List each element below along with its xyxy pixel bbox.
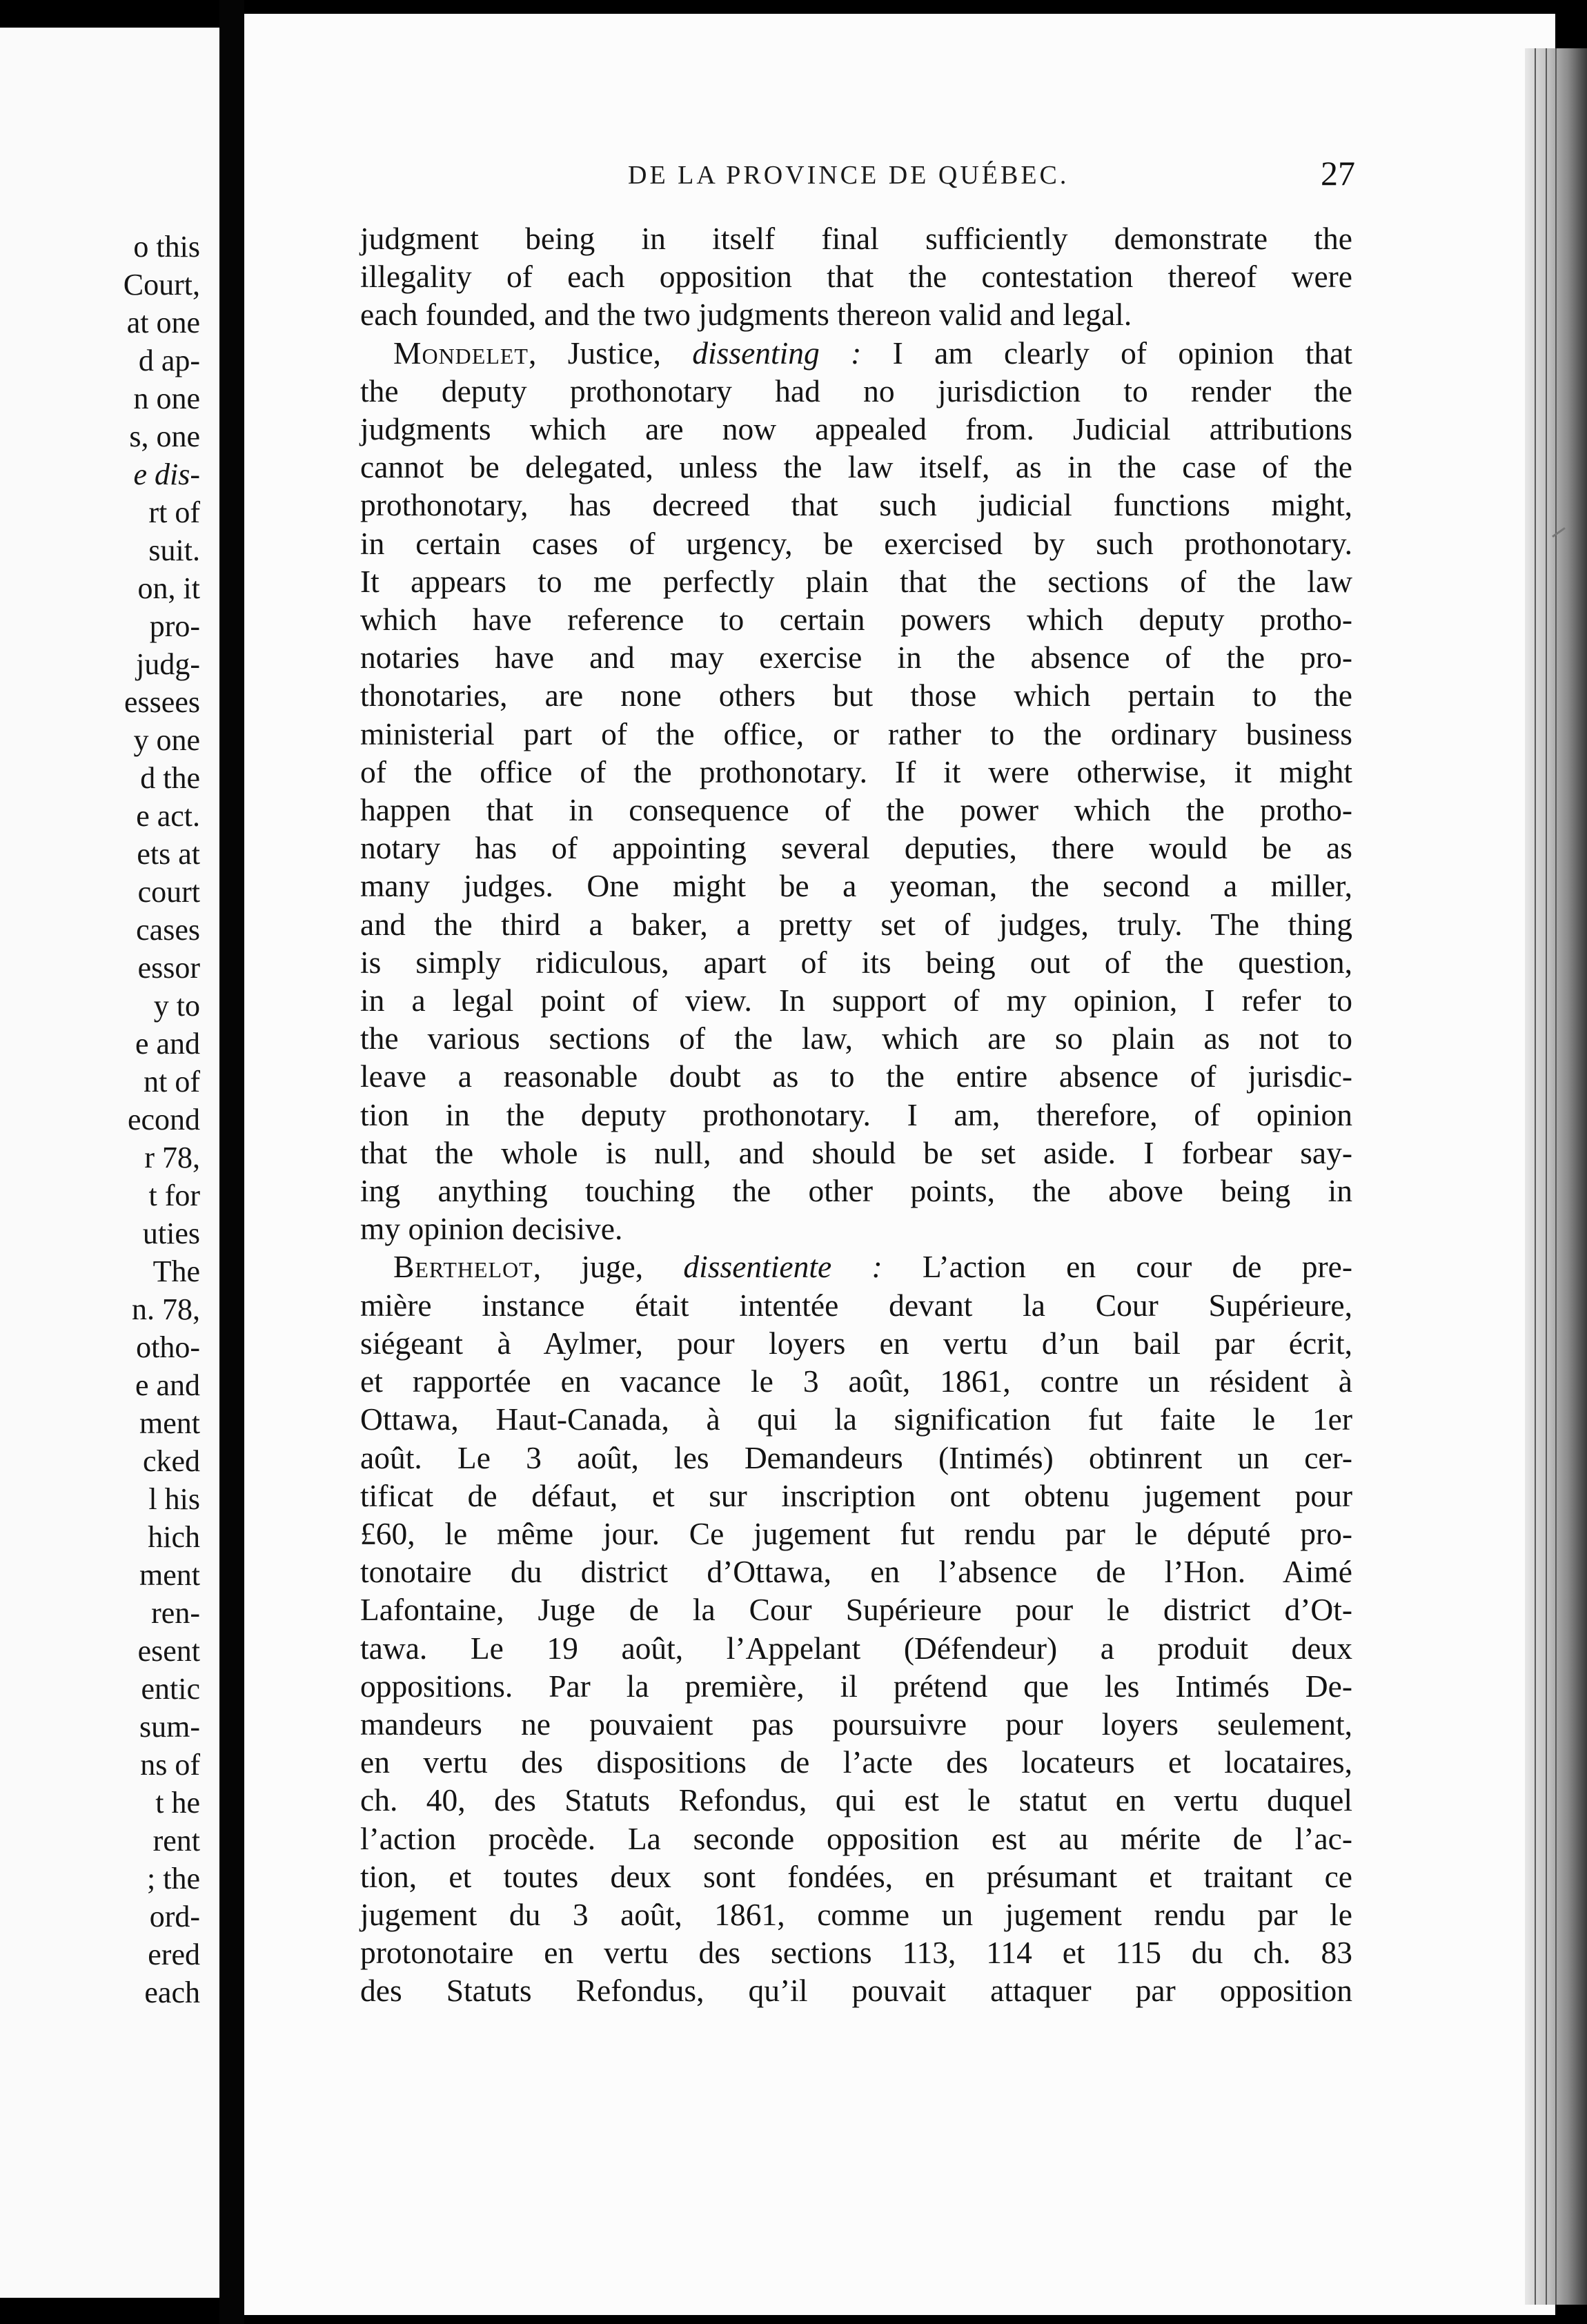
facing-page-line: ns of: [140, 1748, 200, 1782]
text-line: tawa. Le 19 août, l’Appelant (Défendeur) a produit deux: [360, 1630, 1352, 1666]
facing-page-line: econd: [127, 1103, 200, 1136]
page-edges: [1525, 48, 1587, 2305]
speaker-name: Berthelot: [393, 1249, 533, 1285]
paragraph-berthelot: [360, 1248, 1352, 2009]
text-line: Ottawa, Haut-Canada, à qui la signification fut faite le 1er: [360, 1401, 1352, 1437]
facing-page-line: entic: [141, 1672, 200, 1706]
text-line: which have reference to certain powers which deputy protho-: [360, 602, 1352, 638]
paragraph-mondelet: [360, 334, 1352, 1248]
text-line: tion in the deputy prothonotary. I am, therefore, of opinion: [360, 1096, 1352, 1132]
line-text: I am clearly of opinion that: [861, 335, 1353, 371]
text-line: [360, 334, 1352, 372]
facing-page-line: r 78,: [144, 1141, 200, 1174]
facing-page-line: Court,: [123, 268, 200, 302]
text-line: judgments which are now appealed from. Judicial attributions: [360, 411, 1352, 447]
facing-page-line: s, one: [129, 420, 200, 453]
facing-page-line: on, it: [137, 571, 200, 605]
facing-page-line: essees: [124, 685, 200, 719]
text-line: happen that in consequence of the power which the protho-: [360, 792, 1352, 828]
facing-page-line: ered: [148, 1938, 200, 1971]
text-line: et rapportée en vacance le 3 août, 1861, contre un résident à: [360, 1363, 1352, 1399]
opinion-qualifier: dissentiente :: [683, 1249, 883, 1285]
text-line: oppositions. Par la première, il prétend que les Intimés De-: [360, 1668, 1352, 1704]
facing-page-line: at one: [126, 306, 200, 339]
facing-page-line: esent: [137, 1634, 200, 1668]
body-text: [360, 219, 1352, 2010]
opinion-qualifier: dissenting :: [692, 335, 862, 371]
text-line: cannot be delegated, unless the law itself, as in the case of the: [360, 449, 1352, 485]
facing-page-line: e act.: [136, 799, 200, 833]
paragraph-continuation: [360, 219, 1352, 334]
facing-page-line: ; the: [147, 1862, 200, 1895]
facing-page-line: cases: [136, 913, 200, 947]
facing-page-line: ets at: [137, 837, 200, 871]
facing-page-line: d the: [140, 761, 200, 795]
page-edge-line: [1535, 48, 1536, 2305]
text-line: siégeant à Aylmer, pour loyers en vertu d’un bail par écrit,: [360, 1325, 1352, 1361]
text-line: of the office of the prothonotary. If it were otherwise, it might: [360, 754, 1352, 789]
facing-page-line: l his: [148, 1482, 200, 1516]
text-line: thonotaries, are none others but those which pertain to the: [360, 678, 1352, 713]
facing-page-line: cked: [142, 1444, 200, 1478]
speaker-title: , Justice,: [528, 335, 693, 371]
facing-page-line: n one: [133, 382, 200, 415]
facing-page-line: e dis-: [133, 457, 200, 491]
facing-page-line: pro-: [149, 609, 200, 643]
facing-page-line: ment: [139, 1558, 200, 1592]
facing-page-fragment: [0, 28, 219, 2298]
text-line: the deputy prothonotary had no jurisdiction to render the: [360, 373, 1352, 408]
text-line: £60, le même jour. Ce jugement fut rendu par le député pro-: [360, 1515, 1352, 1551]
text-line: jugement du 3 août, 1861, comme un jugement rendu par le: [360, 1896, 1352, 1932]
facing-page-line: essor: [137, 951, 200, 985]
facing-page-line: ord-: [149, 1900, 200, 1933]
book-gutter: [219, 0, 244, 2324]
running-head: DE LA PROVINCE DE QUÉBEC.: [628, 161, 1070, 190]
facing-page-line: court: [137, 875, 200, 909]
text-line: ing anything touching the other points, the above being in: [360, 1173, 1352, 1209]
facing-page-line: ren-: [151, 1596, 200, 1630]
text-line: ch. 40, des Statuts Refondus, qui est le statut en vertu duquel: [360, 1782, 1352, 1818]
facing-page-line: t he: [155, 1786, 200, 1820]
facing-page-line: hich: [148, 1520, 200, 1554]
text-line: août. Le 3 août, les Demandeurs (Intimés) obtinrent un cer-: [360, 1439, 1352, 1475]
text-line: judgment being in itself final sufficiently demonstrate the: [360, 221, 1352, 256]
text-line: that the whole is null, and should be set aside. I forbear say-: [360, 1134, 1352, 1170]
text-line: en vertu des dispositions de l’acte des locateurs et locataires,: [360, 1744, 1352, 1780]
text-line: is simply ridiculous, apart of its being out of the question,: [360, 944, 1352, 980]
facing-page-line: otho-: [136, 1330, 200, 1364]
text-line: tificat de défaut, et sur inscription ont obtenu jugement pour: [360, 1477, 1352, 1513]
facing-page-line: ment: [139, 1406, 200, 1440]
text-line: protonotaire en vertu des sections 113, 114 et 115 du ch. 83: [360, 1935, 1352, 1971]
line-text: L’action en cour de pre-: [882, 1249, 1352, 1285]
text-line: and the third a baker, a pretty set of judges, truly. The thing: [360, 906, 1352, 942]
text-line: prothonotary, has decreed that such judicial functions might,: [360, 487, 1352, 523]
text-line: the various sections of the law, which are so plain as not to: [360, 1021, 1352, 1056]
text-line: mière instance était intentée devant la Cour Supérieure,: [360, 1287, 1352, 1323]
facing-page-line: each: [144, 1976, 200, 2009]
facing-page-line: e and: [135, 1368, 200, 1402]
text-line: ministerial part of the office, or rather to the ordinary business: [360, 716, 1352, 751]
facing-page-line: uties: [142, 1217, 200, 1250]
facing-page-line: rt of: [148, 495, 200, 529]
text-line: Lafontaine, Juge de la Cour Supérieure pour le district d’Ot-: [360, 1592, 1352, 1628]
text-line: in certain cases of urgency, be exercised by such prothonotary.: [360, 525, 1352, 561]
text-line: l’action procède. La seconde opposition est au mérite de l’ac-: [360, 1820, 1352, 1856]
facing-page-line: judg-: [136, 647, 200, 681]
text-line: in a legal point of view. In support of my opinion, I refer to: [360, 983, 1352, 1018]
facing-page-line: n. 78,: [132, 1292, 200, 1326]
page-number: 27: [1321, 154, 1355, 193]
text-line: notaries have and may exercise in the absence of the pro-: [360, 640, 1352, 676]
speaker-title: , juge,: [533, 1249, 684, 1285]
text-line: my opinion decisive.: [360, 1211, 623, 1247]
page-edge-line: [1546, 48, 1547, 2305]
facing-page-line: d ap-: [138, 344, 200, 377]
text-line: leave a reasonable doubt as to the entire absence of jurisdic-: [360, 1058, 1352, 1094]
facing-page-line: nt of: [144, 1065, 200, 1099]
text-line: des Statuts Refondus, qu’il pouvait attaquer par opposition: [360, 1973, 1352, 2009]
facing-page-line: rent: [152, 1824, 200, 1858]
facing-page-line: sum-: [139, 1710, 200, 1744]
facing-page-line: o this: [133, 230, 200, 264]
facing-page-line: y one: [133, 723, 200, 757]
speaker-name: Mondelet: [393, 335, 529, 371]
facing-page-line: suit.: [148, 533, 200, 567]
facing-page-line: e and: [135, 1027, 200, 1061]
text-line: many judges. One might be a yeoman, the second a miller,: [360, 868, 1352, 904]
facing-page-line: t for: [148, 1179, 200, 1212]
text-line: [360, 1248, 1352, 1286]
text-line: each founded, and the two judgments thereon valid and legal.: [360, 297, 1132, 333]
facing-page-line: y to: [153, 989, 200, 1023]
text-line: tion, et toutes deux sont fondées, en présumant et traitant ce: [360, 1858, 1352, 1894]
page-edge-line: [1555, 48, 1557, 2305]
facing-page-line: The: [152, 1254, 200, 1288]
text-line: tonotaire du district d’Ottawa, en l’absence de l’Hon. Aimé: [360, 1554, 1352, 1590]
text-line: illegality of each opposition that the contestation thereof were: [360, 259, 1352, 295]
text-line: It appears to me perfectly plain that the sections of the law: [360, 563, 1352, 599]
text-line: notary has of appointing several deputies, there would be as: [360, 830, 1352, 866]
text-line: mandeurs ne pouvaient pas poursuivre pour loyers seulement,: [360, 1706, 1352, 1742]
